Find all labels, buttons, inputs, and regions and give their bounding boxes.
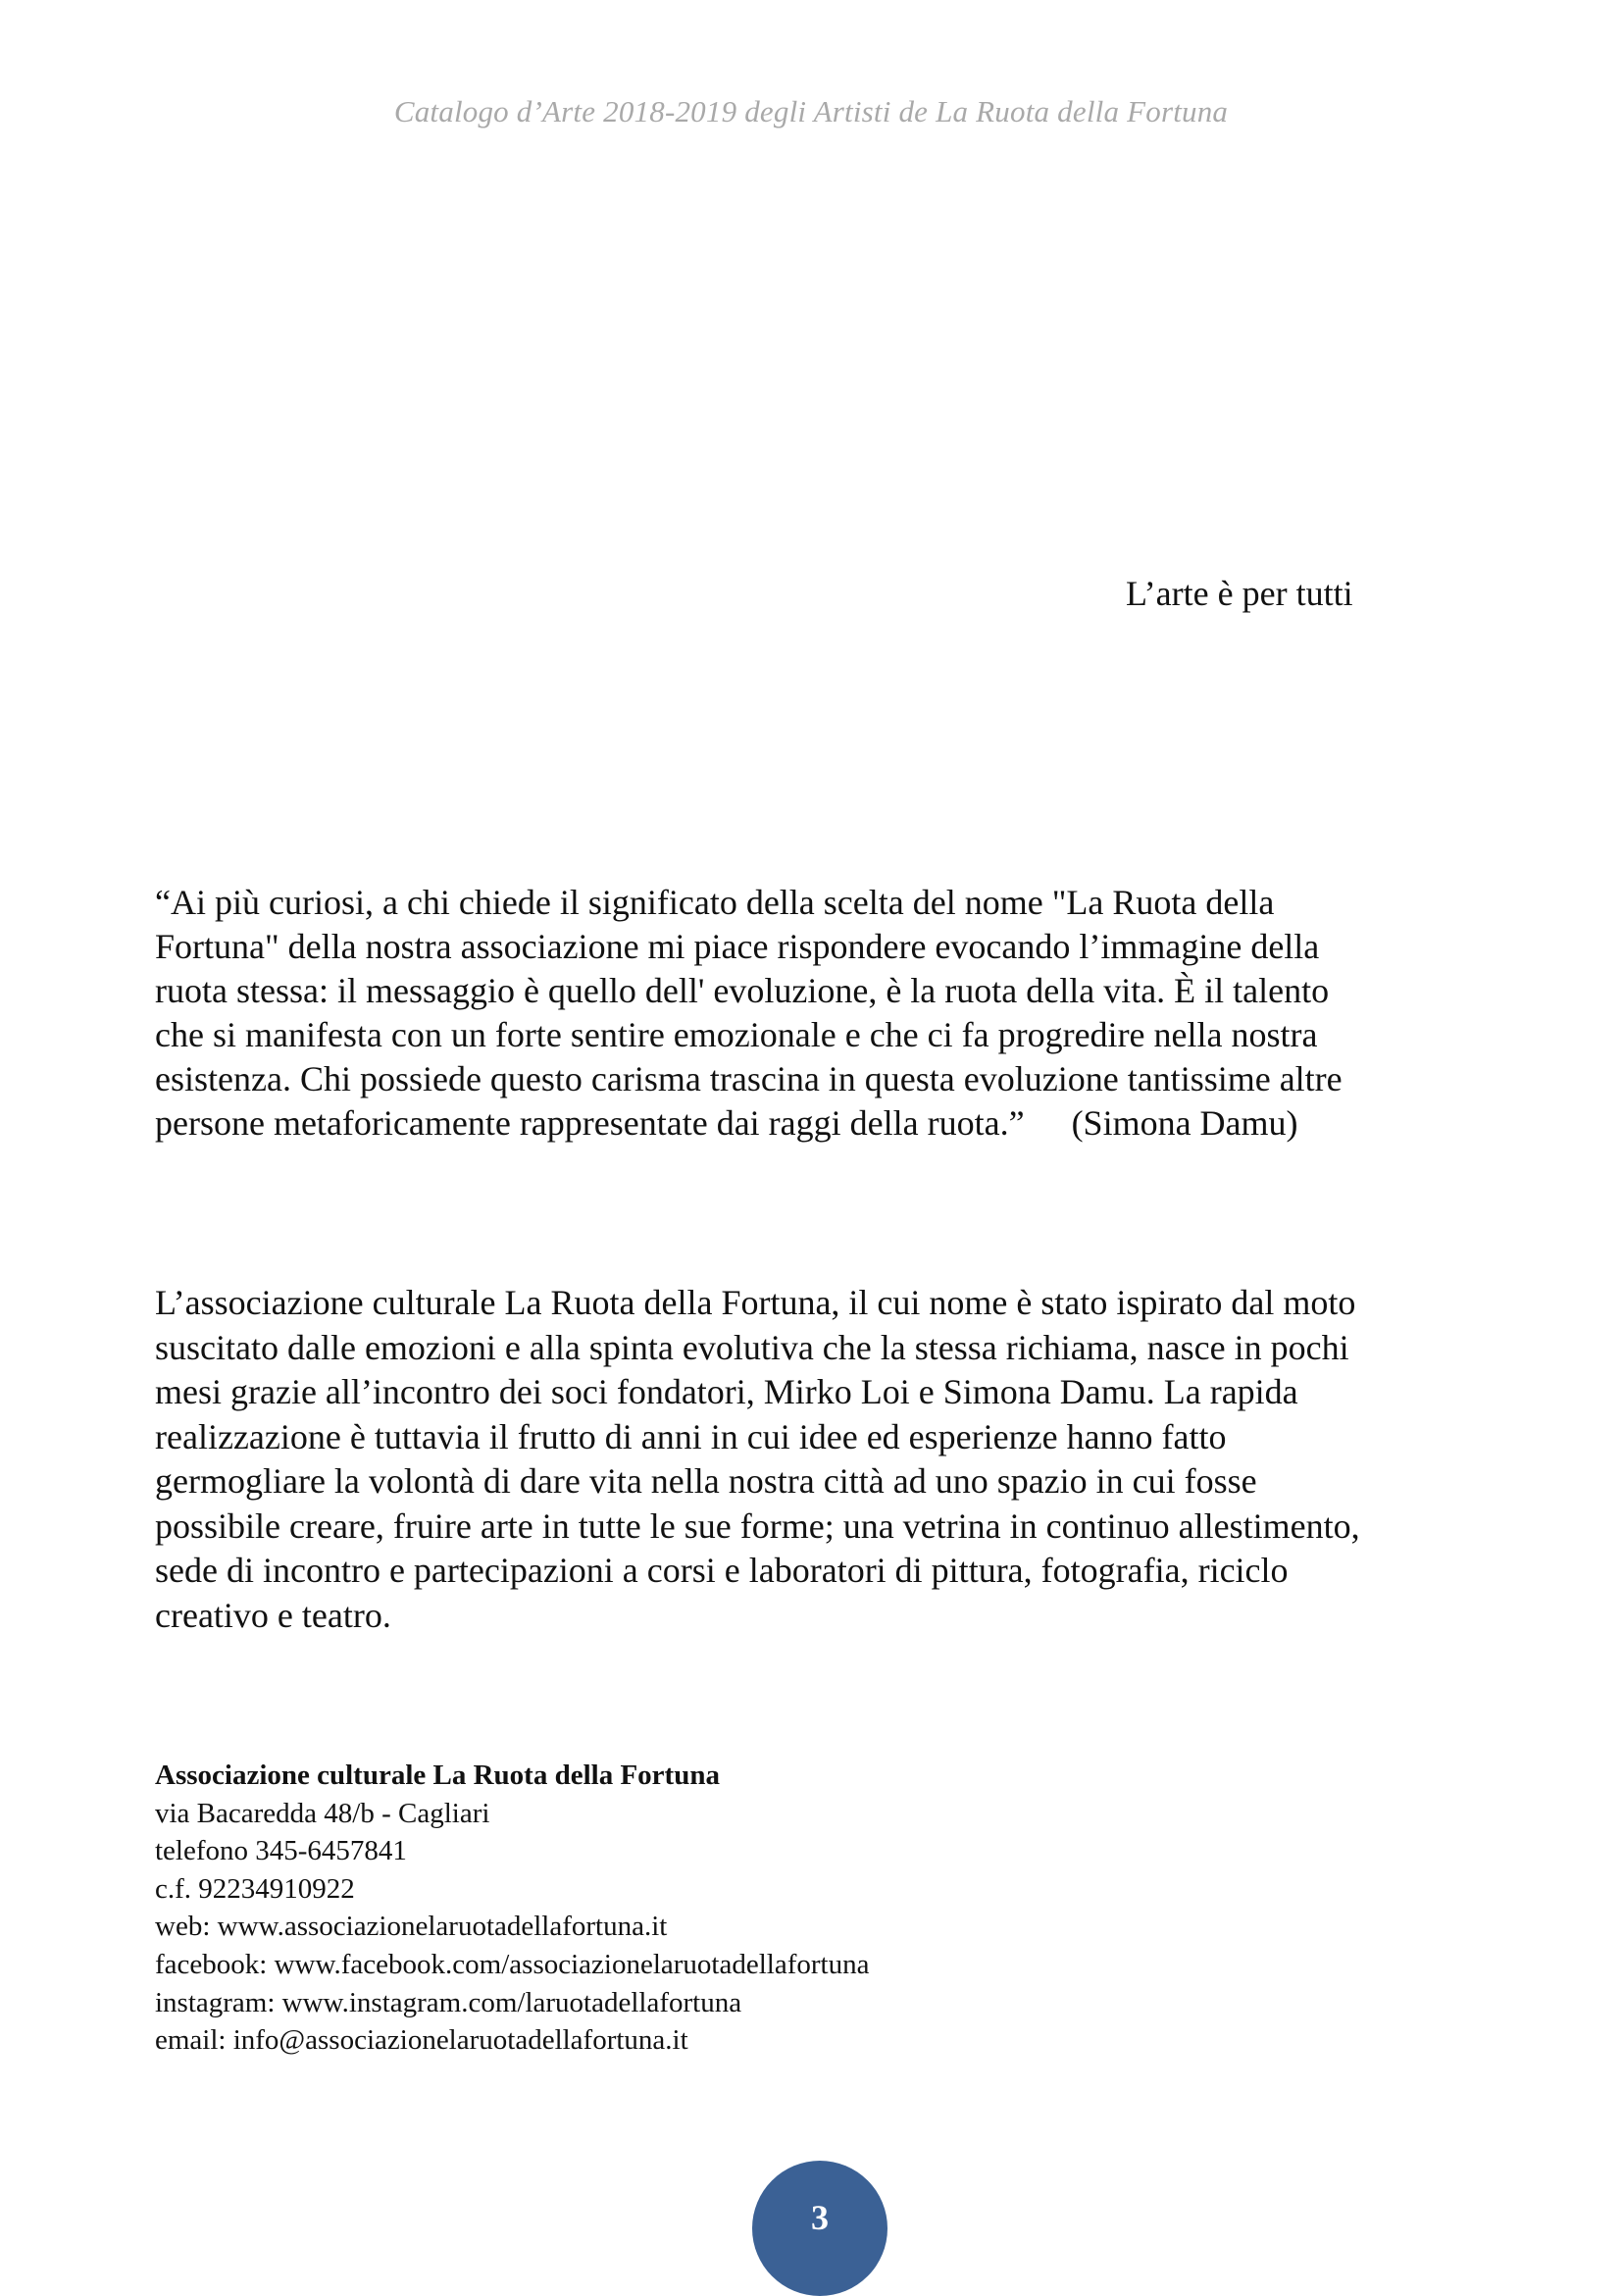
address: via Bacaredda 48/b - Cagliari — [155, 1797, 490, 1829]
description-line: realizzazione è tuttavia il frutto di anni in cui idee ed esperienze hanno fatto — [155, 1416, 1227, 1456]
running-header: Catalogo d’Arte 2018-2019 degli Artisti de La Ruota della Fortuna — [393, 94, 1229, 128]
website-link[interactable]: web: www.associazionelaruotadellafortuna.it — [155, 1911, 668, 1943]
quote-line-last — [155, 1101, 1489, 1146]
page-number-badge — [752, 2161, 887, 2296]
quote-line: che si manifesta con un forte sentire emozionale e che ci fa progredire nella nostra — [155, 1015, 1318, 1054]
page-number: 3 — [811, 2198, 829, 2237]
description-line: sede di incontro e partecipazioni a corsi e laboratori di pittura, fotografia, riciclo — [155, 1551, 1289, 1590]
quote-author: (Simona Damu) — [1071, 1103, 1298, 1143]
quote-line: “Ai più curiosi, a chi chiede il significato della scelta del nome "La Ruota della — [155, 883, 1275, 922]
quote-line: Fortuna" della nostra associazione mi piace rispondere evocando l’immagine della — [155, 927, 1320, 966]
phone: telefono 345-6457841 — [155, 1835, 407, 1867]
description-line: possibile creare, fruire arte in tutte le sue forme; una vetrina in continuo allestimento, — [155, 1505, 1360, 1546]
association-description — [155, 1281, 1528, 1638]
quote-line: persone metaforicamente rappresentate dai raggi della ruota.” — [155, 1103, 1025, 1143]
organization-name: Associazione culturale La Ruota della Fortuna — [155, 1760, 720, 1791]
founder-quote — [155, 881, 1489, 1146]
quote-line: esistenza. Chi possiede questo carisma trascina in questa evoluzione tantissime altre — [155, 1059, 1343, 1098]
quote-line: ruota stessa: il messaggio è quello dell' evoluzione, è la ruota della vita. È il talento — [155, 971, 1330, 1010]
instagram-link[interactable]: instagram: www.instagram.com/laruotadellafortuna — [155, 1986, 742, 2018]
description-line: mesi grazie all’incontro dei soci fondatori, Mirko Loi e Simona Damu. La rapida — [155, 1372, 1298, 1411]
description-line: suscitato dalle emozioni e alla spinta evolutiva che la stessa richiama, nasce in pochi — [155, 1327, 1349, 1367]
email-link[interactable]: email: info@associazionelaruotadellafortuna.it — [155, 2024, 688, 2057]
motto: L’arte è per tutti — [1126, 574, 1353, 613]
description-line: creativo e teatro. — [155, 1595, 391, 1635]
contact-block — [155, 1757, 869, 2060]
description-line: germogliare la volontà di dare vita nella nostra città ad uno spazio in cui fosse — [155, 1461, 1257, 1501]
tax-code: c.f. 92234910922 — [155, 1872, 355, 1905]
description-line: L’associazione culturale La Ruota della Fortuna, il cui nome è stato ispirato dal moto — [155, 1283, 1356, 1322]
facebook-link[interactable]: facebook: www.facebook.com/associazionelaruotadellafortuna — [155, 1948, 870, 1980]
